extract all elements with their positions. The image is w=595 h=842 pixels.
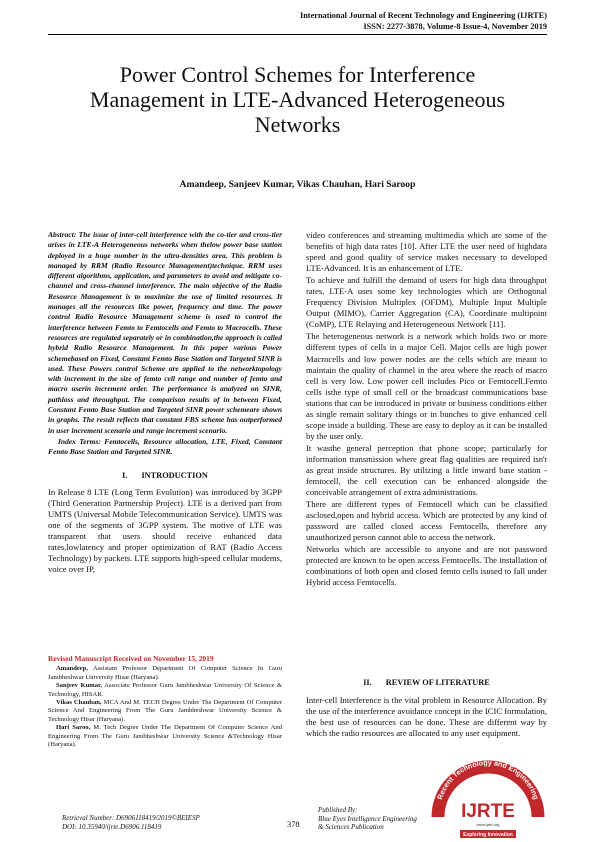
section-title: INTRODUCTION [141, 470, 208, 480]
footnote-author-name: Amandeep, [56, 665, 89, 673]
footnote-author [48, 724, 282, 749]
page-number: 378 [287, 820, 300, 829]
footnote-author-text: Assistant Professor Department Of Computer Science In Guru Jambheshwar University Hisar (Haryana). [48, 665, 282, 681]
footnote-author [48, 665, 282, 682]
abstract-text: The issue of inter-cell interference with the co-tier and cross-tier arises in LTE-A Heterogeneous networks when thelow power base station deployed in a huge number in the ultra-densities area. This problem is managed by RRM (Radio Resource Management)technique. RRM uses different algorithms, application, and parameters to avoid and mitigate co-channel and cross-channel interference. The main objective of the Radio Resource Management is to maximize the use of limited resources. It manages all the resources like power, frequency and time. The power control Radio Resource Management scheme is used to control the interference between Femto to Femtocells and Femto to Macrocells. These resources are regulated separately or in combination,the approach is called hybrid Radio Resource Management. In this paper various Power schemebased on Fixed, Constant Femto Base Station and Targeted SINR is used. These Powers control Scheme are applied to the networktopology with increment in the size of femto cell range and number of femto and macro userin increment order. The performance is analyzed on SINR, pathloss and throughput. The comparison results of in between Fixed, Constant Femto Base Station and Targeted SINR power schemeare shown in graphs. The result reflects that constant FBS scheme has outperformed in user increment scenario and range increment scenario. [48, 230, 283, 435]
retrieval-info [62, 814, 200, 832]
logo-url: www.ijrte.org [476, 822, 500, 827]
intro-paragraph: In Release 8 LTE (Long Term Evolution) was introduced by 3GPP (Third Generation Partnership Project). LTE is a derived part from UMTS (Universal Mobile Telecommunication Service). UMTS was one of the segments of 3GPP system. The motive of LTE was transparent that users should receive enhanced data rates,lowlatency and proper optimization of RAT (Radio Access Technology) by packets. LTE supports high-speed cellular modems, voice over IP, [48, 486, 282, 574]
section-heading-review [306, 678, 547, 687]
footnote-author-name: Hari Saroo, [56, 724, 91, 732]
ijrte-logo [430, 755, 546, 840]
paragraph: video conferences and streaming multimedia which are some of the benefits of high data rates [10]. After LTE the user need of highdata speed and good quality of service makes necessary to developed LTE-Advanced. It is an enhancement of LTE. [306, 230, 547, 274]
review-paragraph: Inter-cell Interference is the vital problem in Resource Allocation. By the use of the interference avoidance concept in the ICIC formulation, the best use of resources can be done. These are different way by which the radio resources are allocated to any user equipment. [306, 695, 547, 739]
abstract [48, 230, 282, 436]
left-column [48, 230, 282, 576]
paragraph: Networks which are accessible to anyone and are not password protected are known to be open access Femtocells. The installation of combinations of both open and closed femto cells isused to fall under Hybrid access Femtocells. [306, 544, 547, 588]
footnote-author-name: Vikas Chauhan, [56, 699, 102, 707]
journal-name: International Journal of Recent Technology and Engineering (IJRTE) [299, 11, 547, 20]
published-by-label: Published By: [318, 806, 358, 814]
index-terms-label: Index Terms: [58, 436, 101, 446]
index-terms [48, 437, 282, 458]
footnote-author [48, 699, 282, 724]
doi: DOI: 10.35940/ijrte.D6906.118419 [62, 822, 162, 831]
footnote-author-name: Sanjeev Kumar, [56, 682, 103, 690]
revised-note: Revised Manuscript Received on November 15, 2019 [48, 654, 214, 663]
journal-header [300, 10, 547, 32]
section-number: I. [122, 470, 128, 480]
logo-tagline: Exploring Innovation [463, 832, 513, 838]
publisher-line: & Sciences Publication [318, 823, 384, 832]
header-rule [48, 34, 547, 35]
abstract-label: Abstract: [48, 230, 77, 239]
footnote-author-text: MCA And M. TECH Degree Under The Department Of Computer Science And Engineering From The Guru Jambheshwar University Science & Technology Hisar (Haryana). [48, 699, 282, 723]
svg-text:Recent Technology and Engineer [435, 758, 541, 801]
footnote-author [48, 682, 282, 699]
paragraph: To achieve and fulfill the demand of users for high data throughput rates, LTE-A uses some key technologies which are Orthogonal Frequency Division Multiplex (OFDM), Multiple Input Multiple Output (MIMO), Carrier Aggregation (CA), Coordinate multipoint (CoMP), LTE Relaying and Heterogeneous Network [11]. [306, 275, 547, 330]
section-heading-introduction [48, 470, 282, 481]
paragraph: There are different types of Femtocell which can be classified asclosed,open and hybrid access. Which are protected by any kind of password are called closed access Femtocells, therefore any unauthorized person cannot able to access the network. [306, 499, 547, 543]
paragraph: The heterogeneous network is a network which holds two or more different types of cells in a major Cell. Major cells are high power Macrocells and low power nodes are the cells which are meant to maintain the quality of channel in the area where the reach of macro cell is very low. Low power cell includes Pico or Femtocell.Femto cells isthe type of small cell or the broadcast communications base stations that can be introduced in private or business conditions either as single remain solitary things or in bunches to give enhanced cell scope inside a building. These are easy to deploy as it can be installed by the user only. [306, 331, 547, 441]
author-footnotes [48, 655, 282, 749]
publisher-info [318, 806, 417, 832]
paper-authors: Amandeep, Sanjeev Kumar, Vikas Chauhan, Hari Saroop [179, 179, 416, 190]
paragraph: It wasthe general perception that phone scope; particularly for information transmission where great flag qualities are required isn't as great inside structures. By utilizing a little inward base station - femtocell, the cell execution can be enhanced alongside the conceivable arrangement of extra administrations. [306, 442, 547, 498]
publisher-line: Blue Eyes Intelligence Engineering [318, 814, 417, 823]
footnote-author-text: M. Tech Degree Under The Department Of Computer Science And Engineering From The Guru Jambheshwar University Science &Technology Hisar (Haryana). [48, 724, 282, 749]
index-terms-text: Femtocells, Resource allocation, LTE, Fixed, Constant Femto Base Station and Targeted SINR. [48, 436, 283, 457]
logo-brand: IJRTE [461, 801, 515, 822]
section-number: II. [363, 678, 372, 687]
logo-arc-text: Recent Technology and Engineering [435, 757, 541, 801]
journal-issn: ISSN: 2277-3878, Volume-8 Issue-4, November 2019 [363, 22, 547, 31]
section-title: REVIEW OF LITERATURE [385, 678, 490, 687]
paper-title: Power Control Schemes for Interference Management in LTE-Advanced Heterogeneous Networks [89, 62, 506, 137]
right-column [306, 230, 547, 590]
retrieval-number: Retrieval Number: D6906118419/2019©BEIESP [62, 814, 200, 822]
footnote-author-text: Associate Professor Guru Jambheshwar University Of Science & Technology, HISAR. [48, 682, 282, 698]
